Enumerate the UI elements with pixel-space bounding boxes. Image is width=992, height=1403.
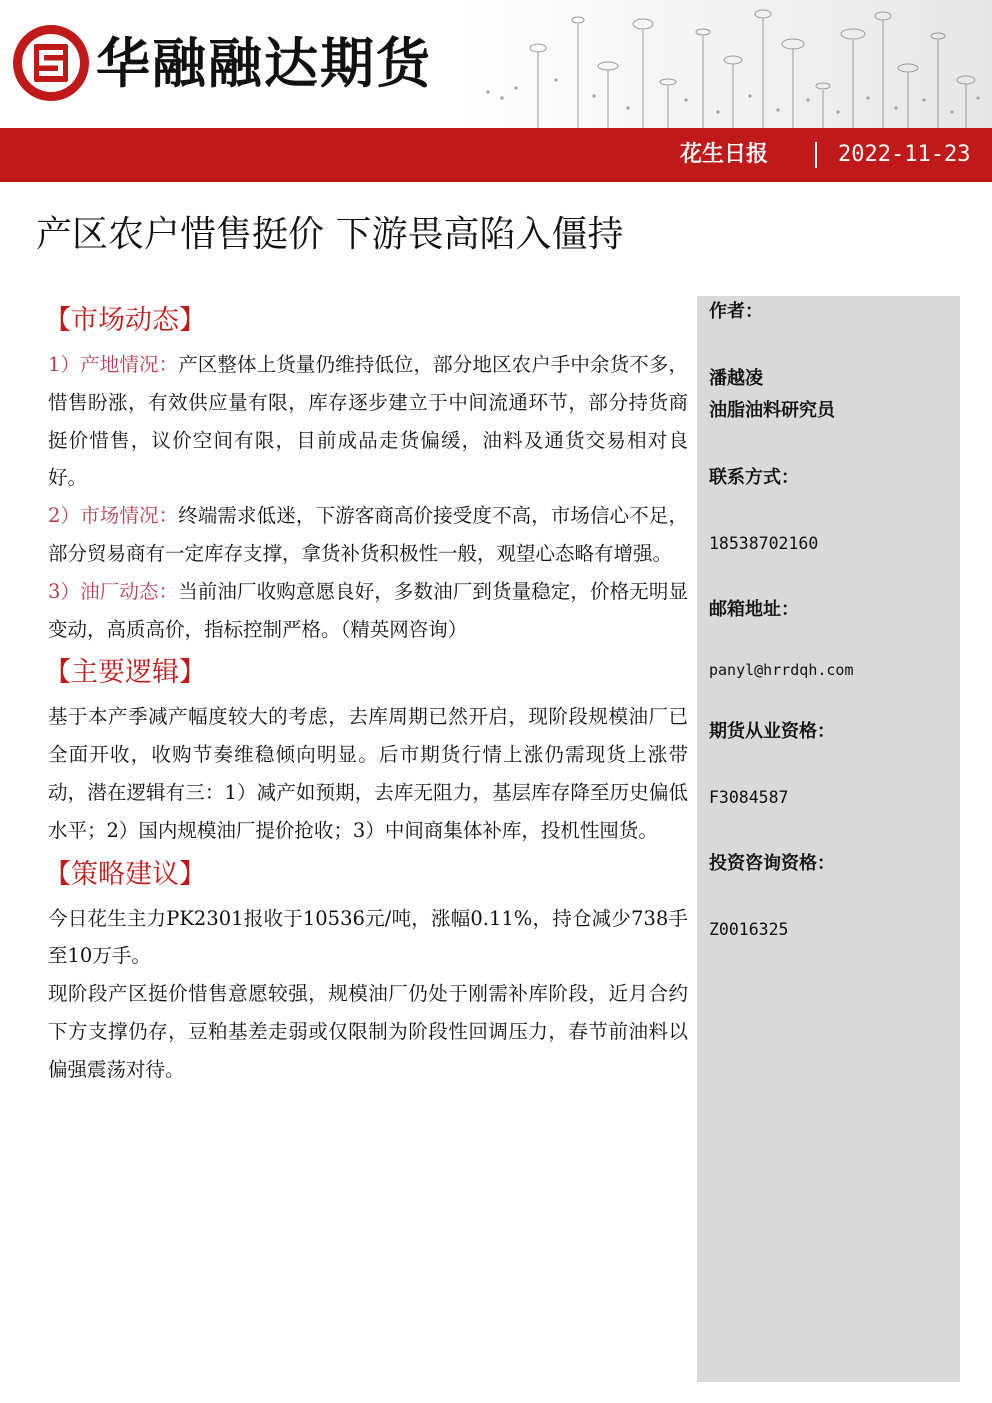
email-label: 邮箱地址：: [709, 599, 799, 620]
market-item: [48, 346, 688, 497]
market-item-label: 2）市场情况：: [48, 504, 179, 528]
header-red-bar: [0, 128, 992, 182]
market-item-label: 1）产地情况：: [48, 353, 179, 376]
strategy-paragraph: 现阶段产区挺价惜售意愿较强，规模油厂仍处于刚需补库阶段，近月合约下方支撑仍存，豆粕基差走弱或仅限制为阶段性回调压力，春节前油料以偏强震荡对待。: [48, 982, 688, 1081]
author-title: 油脂油料研究员: [709, 400, 835, 421]
company-name: 华融融达期货: [96, 32, 432, 95]
report-date: 2022-11-23: [838, 142, 971, 167]
market-item-text: 当前油厂收购意愿良好，多数油厂到货量稳定，价格无明显变动，高质高价，指标控制严格。（精英网咨询）: [48, 579, 688, 641]
futures-qualification-label: 期货从业资格：: [709, 721, 835, 742]
header-logo-area: [0, 0, 460, 128]
author-name: 潘越凌: [709, 368, 763, 389]
report-type: 花生日报: [680, 142, 769, 167]
company-logo-icon: [10, 22, 92, 104]
investment-qualification-value: Z0016325: [709, 920, 789, 939]
header-decoration: [458, 0, 992, 128]
contact-value: 18538702160: [709, 534, 819, 553]
main-content: [44, 296, 688, 1089]
header-separator: [815, 142, 817, 168]
market-item-label: 3）油厂动态：: [48, 579, 179, 603]
strategy-paragraph: 今日花生主力PK2301报收于10536元/吨，涨幅0.11%，持仓减少738手至10万手。: [48, 906, 688, 968]
contact-label: 联系方式：: [709, 467, 799, 488]
investment-qualification-label: 投资咨询资格：: [709, 853, 835, 874]
futures-qualification-value: F3084587: [709, 788, 789, 807]
author-sidebar: [697, 296, 960, 1382]
report-title: 产区农户惜售挺价 下游畏高陷入僵持: [36, 214, 624, 255]
author-label: 作者：: [709, 301, 763, 322]
email-value[interactable]: panyl@hrrdqh.com: [709, 661, 854, 679]
section-heading-strategy: 【策略建议】: [44, 858, 206, 890]
market-item: [48, 497, 688, 573]
section-heading-logic: 【主要逻辑】: [44, 657, 206, 689]
section-heading-market: 【市场动态】: [44, 305, 206, 336]
market-item-text: 产区整体上货量仍维持低位，部分地区农户手中余货不多，惜售盼涨，有效供应量有限，库存逐步建立于中间流通环节，部分持货商挺价惜售，议价空间有限，目前成品走货偏缓，油料及通货交易相对良好。: [48, 353, 688, 490]
logic-paragraph: 基于本产季减产幅度较大的考虑，去库周期已然开启，现阶段规模油厂已全面开收，收购节奏维稳倾向明显。后市期货行情上涨仍需现货上涨带动，潜在逻辑有三：1）减产如预期，去库无阻力，基层库存降至历史偏低水平；2）国内规模油厂提价抢收；3）中间商集体补库，投机性囤货。: [48, 705, 688, 842]
market-item-text: 终端需求低迷，下游客商高价接受度不高，市场信心不足，部分贸易商有一定库存支撑，拿货补货积极性一般，观望心态略有增强。: [48, 504, 688, 565]
market-item: [48, 573, 688, 649]
